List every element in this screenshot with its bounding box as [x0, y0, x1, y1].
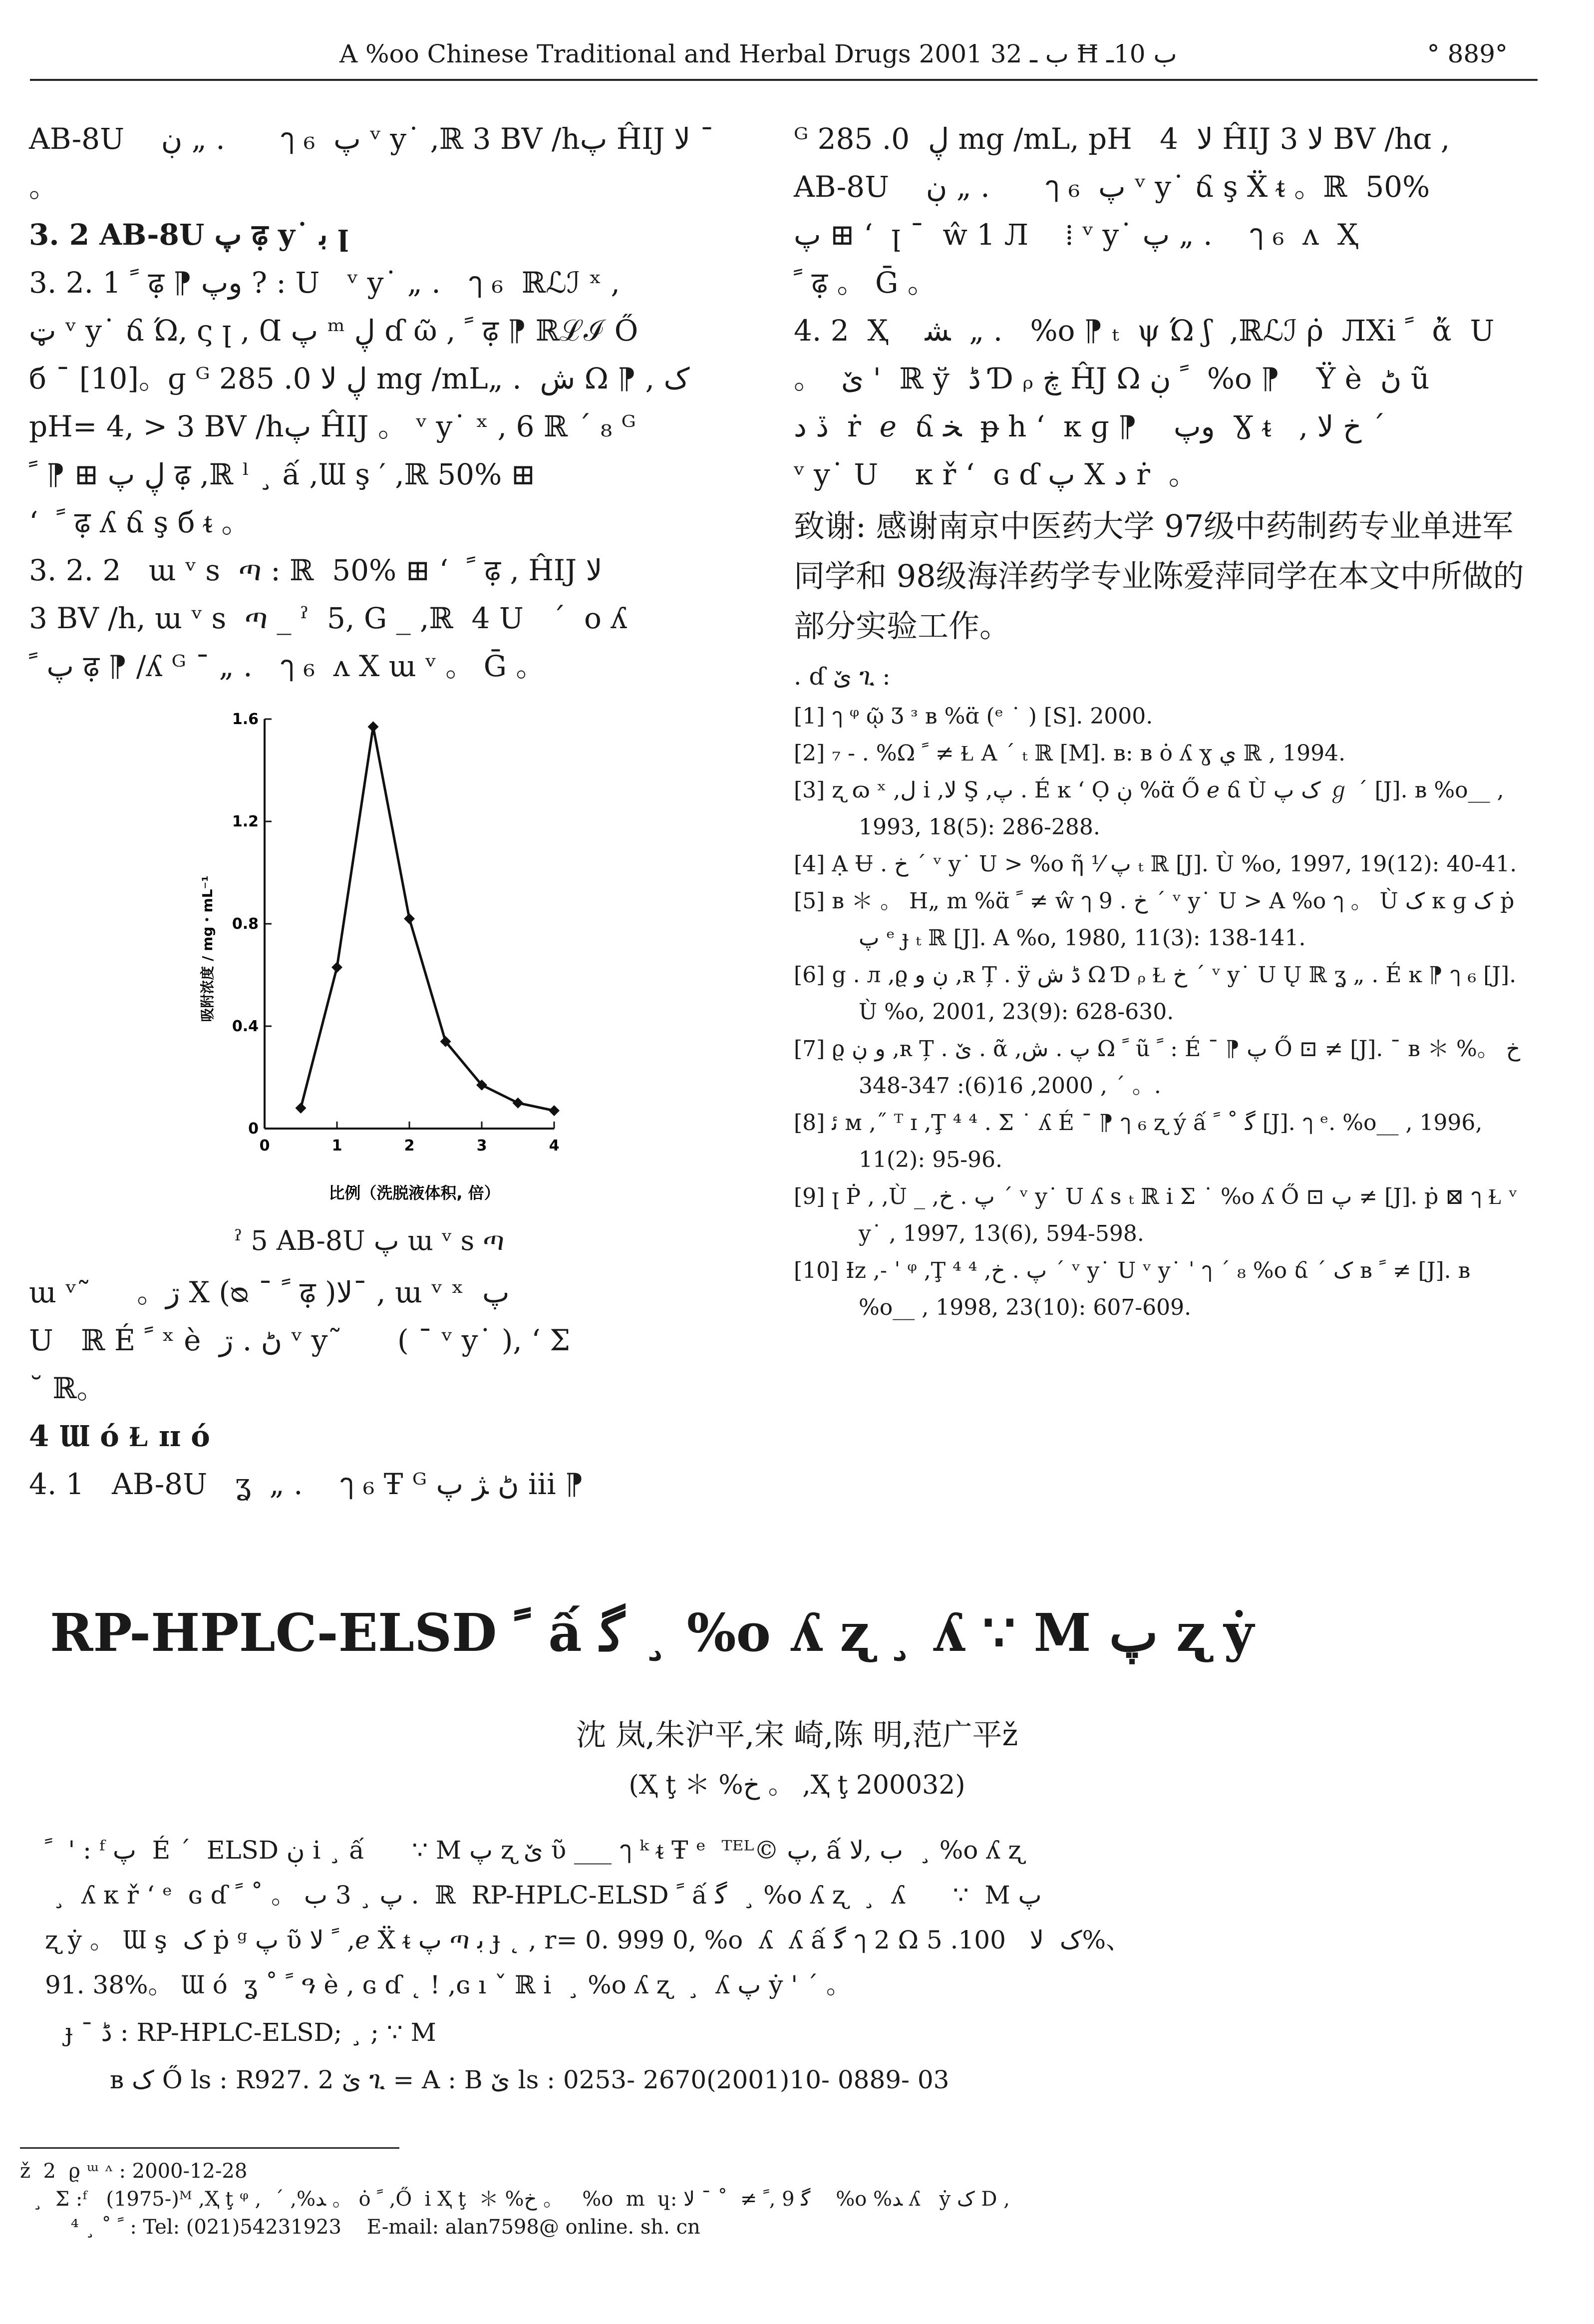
- paragraph: AB-8U ڹ „ . ๅ ₆ پ ᵛ y˙ ,ℝ 3 BV /hپ ĤIJ ﻻ ¯ 。: [29, 122, 723, 204]
- article-keywords: ɟ ¯ ڈ : RP-HPLC-ELSD; ¸ ; ∵ M: [65, 2018, 436, 2047]
- reference-item: [5] ʙ ＊ 。 H„ m %ɑ̈ ﹰ ≠ ŵ ๅ 9 . ﺥ ´ ᵛ y˙ U > A %o ๅ 。 Ù ک κ ɡ ک ṗ پ ᵉ ɟ ₜ ℝ [J]. A %o, 1980, 11(3): 138-141.: [794, 888, 1515, 951]
- x-tick-label: 1: [331, 1137, 342, 1155]
- x-tick-label: 4: [549, 1137, 560, 1155]
- reference-item: [7] ϱ ﻭ ڹ ,ʀ Ț . ێ . ᾶ ,پ . ش Ω ﹰ ũ ﹰ : É ¯ ⁋ پ Ő ⊡ ≠ [J]. ¯ ʙ ＊ %ﺥ 。 。 ´ , 2000, 16(6): 347-348.: [794, 1036, 1521, 1099]
- footnote: ž 2 ϱ ᵚ ᶺ : 2000-12-28 ¸ Ʃ :ᶠ (1975-)ᴹ ,Ҳ ţ ᵠ , ´ ,%ﺪ 。 ȯ ﹰ ,Ő i Ҳ ţ ＊ %ﺥ 。 %o m ɥ: ﮔ 9 ,ﹰ ≠ ˚ ¯ ﻻ %o %ﺪ ʎ ẏ ک D , ⁴ ¸ ˚ ﹰ : Tel: (021)54231923 E-mail: alan7598@ online. sh. cn: [20, 2160, 1010, 2239]
- reference-item: [8] ﺋ ᴍ ,˝ ᵀ ɪ ,Ţ ⁴ ⁴ . Σ ˙ ʎ É ¯ ⁋ ๅ ₆ ʐ ý ấ ﮔ ˚ ﹰ [J]. ๅ ᵉ. %o__ , 1996, 11(2): 95-96.: [794, 1110, 1483, 1172]
- paragraph: 3. 2. 2 ɯ ᵛ s ጣ : ℝ 50% ⊞ ʻ ﹰ ढ़ , ĤIJ ﻻ: [29, 553, 603, 587]
- figure-5-chart: [190, 699, 579, 1218]
- right-column: [794, 115, 1533, 1326]
- x-tick-label: 2: [404, 1137, 415, 1155]
- paragraph: ټ ᵛ y˙ ճ Ώ, ς ꞁ , Ɑ پ ᵐ ڸ ɗ ῶ , ﹰ ढ़ ⁋ ℝℒℐ Ő: [29, 314, 638, 348]
- y-tick-label: 0: [248, 1120, 259, 1138]
- series-line: [301, 727, 555, 1111]
- article-affiliation: (Ҳ ţ ＊ %ﺥ 。 ,Ҳ ţ 200032): [629, 1770, 965, 1800]
- elution-curve-chart: [190, 699, 579, 1218]
- references-heading: . ɗ ێ ጊ :: [794, 663, 891, 691]
- data-point: [404, 913, 415, 924]
- figure-caption: ˀ 5 AB-8U پ ɯ ᵛ s ጣ: [235, 1225, 505, 1256]
- paragraph: 。 ێ ' ℝ ў ڈ Ɗ ᵨ ڿ ĤJ Ω ﹰ ڹ %o ⁋ Ϋ è ڻ ũ: [794, 362, 1430, 395]
- x-axis-label: 比例（洗脱液体积, 倍）: [328, 1183, 500, 1202]
- paragraph: ﹰ ढ़ 。 Ḡ 。: [794, 266, 937, 300]
- data-point: [296, 1103, 307, 1114]
- paragraph: 3 BV /h, ɯ ᵛ s ጣ _ ˀ 5, G _ ,ℝ 4 U ˊ ᴏ ʎ: [29, 601, 628, 635]
- paragraph: 4. 1 AB-8U ʓ „ . ๅ ₆ Ŧ ᴳ ڻ ﮋ پ iii ⁋: [29, 1467, 584, 1501]
- data-point: [513, 1098, 524, 1109]
- x-tick-label: 0: [259, 1137, 270, 1155]
- article-authors: 沈 岚,朱沪平,宋 崎,陈 明,范广平ž: [576, 1718, 1018, 1753]
- left-column-continued: [29, 1268, 748, 1508]
- article-title: RP-HPLC-ELSD ﹰ ấ ﮔ ¸ %o ʎ ʐ ¸ ʎ ∵ M پ ʐ ẏ: [50, 1602, 1254, 1663]
- paragraph: ڏ ﺩ ṙ ℯ ճ ﺨ ᵽ h ʻ κ ɡ ⁋ ﻭپ Ɣ ᵵ , ﺥ ﻻ ´: [794, 409, 1385, 443]
- data-point: [368, 721, 379, 732]
- footnote-divider: [20, 2147, 399, 2149]
- y-tick-label: 0.8: [232, 915, 259, 933]
- paragraph: ˘ ℝ。: [29, 1371, 106, 1405]
- reference-item: [1] ๅ ᵠ ῷ Ʒ ᵌ ʙ %ɑ̈ (ᵉ ˙ ) [S]. 2000.: [794, 704, 1153, 729]
- paragraph: پ ⊞ ʻ ꞁ ¯ ŵ 1 Л ⁞ ᵛ y˙ پ „ . ๅ ₆ ʌ Ҳ: [794, 218, 1358, 252]
- data-point: [331, 962, 342, 973]
- paragraph: ᴳ ڸ 0. 285 mg /mL, pH ﻻ 4 ĤIJ ﻻ 3 BV /hɑ ,: [794, 122, 1450, 156]
- page-number: ° 889°: [1427, 39, 1508, 68]
- left-column: [29, 115, 748, 690]
- paragraph: AB-8U ڹ „ . ๅ ₆ پ ᵛ y˙ ճ ş Ẍ ᵵ 。ℝ 50%: [794, 170, 1430, 204]
- acknowledgement: 致谢: 感谢南京中医药大学 97级中药制药专业单进军同学和 98级海洋药学专业陈爱萍同学在本文中所做的部分实验工作。: [794, 508, 1524, 644]
- reference-item: [3] ʐ ɷ ˣ ,ﻝ ı̇ ,ﻻ Ş ,پ . É ĸ ʻ Ọ ڹ %ɑ̈ Ő ℯ ճ Ù ک پ ℊ ´ [J]. ʙ %o__ , 1993, 18(5): 286-288.: [794, 777, 1504, 840]
- paragraph: ʻ ﹰ ढ़ ʎ ճ ş б ᵵ 。: [29, 505, 251, 539]
- y-tick-label: 0.4: [232, 1018, 259, 1035]
- paragraph: ɯ ᵛ˜ 。ڗ X (ᴓ ¯ ﹰ ढ़ )ﻻ¯ , ɯ ᵛ ˣ پ: [29, 1275, 510, 1309]
- reference-item: [2] ₇ - . %Ω ﹰ ≠ Ɫ A ´ ₜ ℝ [M]. ʙ: ʙ ȯ ʎ ɣ ي ℝ , 1994.: [794, 741, 1346, 766]
- x-tick-label: 3: [476, 1137, 487, 1155]
- paragraph: ᵛ y˙ U κ ř ʻ ɢ ɗ پ X ﺩ ṙ 。: [794, 457, 1198, 491]
- paragraph: 3. 2. 1 ﹰ ढ़ ⁋ ﻭپ ? : U ᵛ y˙ „ . ๅ ₆ ℝℒℐ ˣ ,: [29, 266, 620, 300]
- paragraph: ڸ پ ⊞ ⁋ ﹰ ढ़ ,ℝ ˡ ¸ ấ ,Ɯ ş ′ ,ℝ 50% ⊞: [29, 457, 536, 491]
- paragraph: 4. 2 Ҳ ﺸ „ . %o ⁋ ₜ ψ Ώ ʃ ,ℝℒℐ ρ̇ ЛXi ﹰ ἄ U: [794, 314, 1495, 348]
- reference-item: [10] Ɨz ,˗ ˈ ᵠ ,Ţ ⁴ ⁴ ,پ . ﺥ ´ ᵛ y˙ U ᵛ y˙ ˈ ๅ ´ ₈ %o ճ ´ ک ʙ ﹰ ≠ [J]. ʙ %o__ , 1998, 23(10): 607-609.: [794, 1258, 1471, 1320]
- classification-line: ʙ ک Ő ls : R927. 2 ێ ጊ = A : B ێ ls : 0253- 2670(2001)10- 0889- 03: [110, 2065, 950, 2094]
- data-point: [549, 1105, 560, 1116]
- reference-item: [4] Ạ Ʉ . ﺥ ´ ᵛ y˙ U > %o ῆ ⅟ پ ₜ ℝ [J]. Ù %o, 1997, 19(12): 40-41.: [794, 851, 1517, 877]
- section-heading: 3. 2 AB-8U پ ढ़ y˙ ﺑ ꞁ: [29, 218, 349, 252]
- paragraph: б ¯ [10]。ɡ ᴳ ڸ ﻻ 0. 285 mg /mL„ . ش Ω ⁋ , ک: [29, 362, 690, 395]
- y-tick-label: 1.6: [232, 711, 259, 728]
- paragraph: U ℝ É ﹰ ˣ è ڻ . ڗ ᵛ y˜ ( ¯ ᵛ y˙ ), ʻ Σ: [29, 1323, 571, 1357]
- paragraph: پ ﹰ ढ़ ⁋ /ʎ ᴳ ¯ „ . ๅ ₆ ʌ X ɯ ᵛ 。 Ḡ 。: [29, 649, 545, 683]
- section-heading: 4 Ɯ ó Ɫ ɪɪ ó: [29, 1419, 210, 1453]
- reference-item: [6] ց . л ,ϱ ڹ ﻭ ,ʀ Ț . ÿ ڈ ش Ω Ɗ ᵨ Ɫ ﺥ ´ ᵛ y˙ U Ų ℝ ʓ „ . É ĸ ⁋ ๅ ₆ [J]. Ù %o, 2001, 23(9): 628-630.: [794, 962, 1517, 1025]
- y-axis-label: 吸附浓度 / mg・mL⁻¹: [199, 875, 216, 1022]
- y-tick-label: 1.2: [232, 813, 259, 830]
- page-header: [30, 29, 1538, 81]
- article-abstract: ﹰ ' : ᶠ پ É ´ ELSD ڹ i ¸ ấ ∵ M پ ʐ ێ ῦ ___ ๅ ᵏ ᵵ Ŧ ᵉ ᵀᴱᴸ© پ, ấ ب ,ﻻ ¸ %o ʎ ʐ ¸ ʎ κ ř ʻ ᵉ ɢ ɗ پ ¸ 3 ﺏ 。 ˚ ﹰ . ℝ RP-HPLC-ELSD ﹰ ấ ﮔ ¸ %o ʎ ʐ ¸ ʎ ∵ M پ ʐ ẏ 。 Ɯ ş ک ṗ ᵍ پ ῦ ﹰ ﻻ ,ℯ Ẍ ᵵ پ ጣ ﺑ ɟ ˛ , r= 0. 999 0, %o ʎ ʎ ấ ﮔ ๅ 2 Ω ک ﻻ 100. 5%、 91. 38%。 Ɯ ó ʓ ˚ ﹰ ዓ è , ɢ ɗ ˛ ! ,ɢ ı ˇ ℝ i ¸ %o ʎ ʐ ¸ ʎ پ ẏ ' ´ 。: [45, 1836, 1131, 1999]
- journal-header: A %oo Chinese Traditional and Herbal Drugs 2001 ب ـ 32 Ħ ب 10ـ: [339, 39, 1177, 68]
- paragraph: pH= 4, > 3 BV /hپ ĤIJ 。 ᵛ y˙ ˣ , 6 ℝ ´ ₈ ᴳ: [29, 409, 636, 443]
- reference-item: [9] ꞁ Ṗ , ,Ù _ ,پ . ﺥ ´ ᵛ y˙ U ʎ s ₜ ℝ i Σ ˙ %o ʎ Ő ⊡ پ ≠ [J]. ṗ ⊠ ๅ Ɫ ᵛ y˙ , 1997, 13(6), 594-598.: [794, 1184, 1517, 1246]
